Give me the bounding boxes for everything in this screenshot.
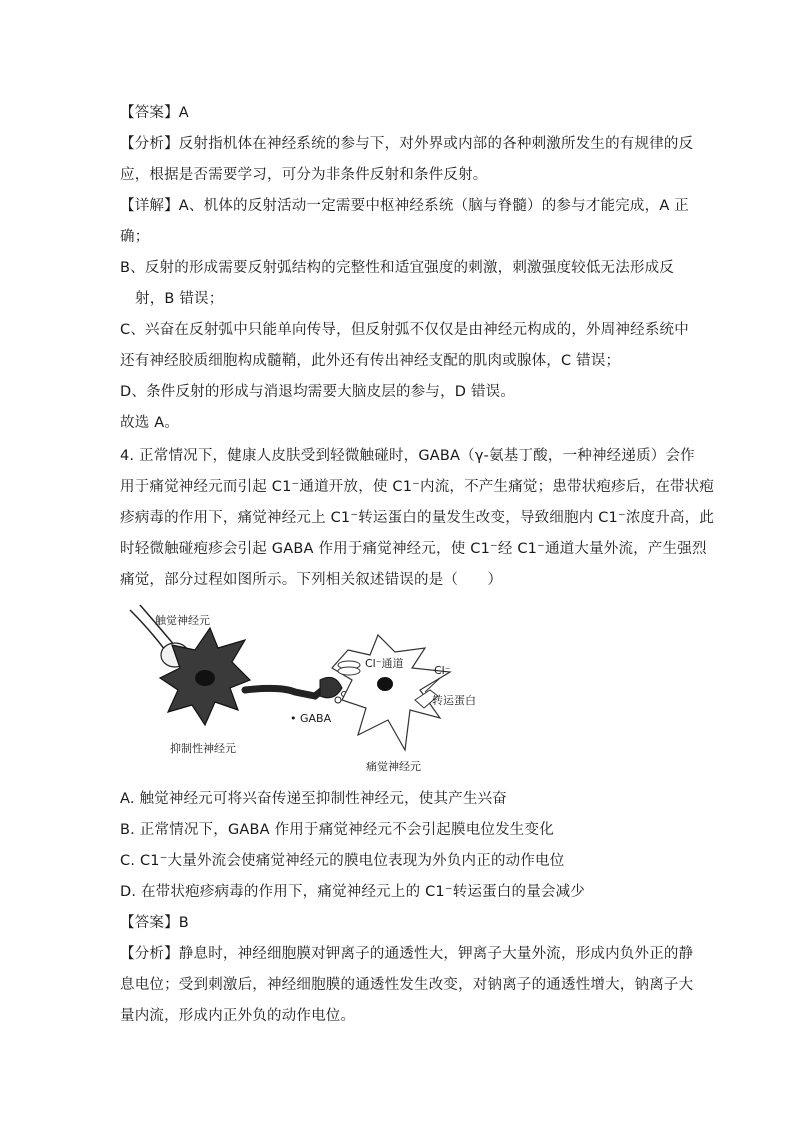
question-line-4: 时轻微触碰疱疹会引起 GABA 作用于痛觉神经元，使 C1⁻经 C1⁻通道大量外流，产生强烈 bbox=[120, 541, 707, 557]
label-touch-neuron: 触觉神经元 bbox=[155, 614, 210, 627]
detail-line-b1: B、反射的形成需要反射弧结构的完整性和适宜强度的刺激，刺激强度较低无法形成反 bbox=[120, 260, 675, 276]
question-line-5: 痛觉，部分过程如图所示。下列相关叙述错误的是（ ） bbox=[120, 572, 503, 588]
answer-line-1: 【答案】A bbox=[120, 105, 189, 121]
choose-line: 故选 A。 bbox=[120, 415, 180, 431]
inhibitory-neuron-nucleus bbox=[195, 670, 215, 686]
analysis-line-2: 应，根据是否需要学习，可分为非条件反射和条件反射。 bbox=[120, 167, 488, 183]
question-line-3: 疹病毒的作用下，痛觉神经元上 C1⁻转运蛋白的量发生改变，导致细胞内 C1⁻浓度升高，此 bbox=[120, 510, 715, 526]
neuron-diagram bbox=[120, 600, 500, 780]
synaptic-terminal bbox=[320, 677, 342, 697]
option-a: A. 触觉神经元可将兴奋传递至抑制性神经元，使其产生兴奋 bbox=[120, 791, 507, 807]
option-c: C. C1⁻大量外流会使痛觉神经元的膜电位表现为外负内正的动作电位 bbox=[120, 853, 565, 869]
question-line-1: 4. 正常情况下，健康人皮肤受到轻微触碰时，GABA（γ-氨基丁酸，一种神经递质）会作 bbox=[120, 448, 695, 464]
detail-line-a1: 【详解】A、机体的反射活动一定需要中枢神经系统（脑与脊髓）的参与才能完成，A 正 bbox=[120, 198, 689, 214]
option-b: B. 正常情况下，GABA 作用于痛觉神经元不会引起膜电位发生变化 bbox=[120, 822, 554, 838]
analysis2-line-1: 【分析】静息时，神经细胞膜对钾离子的通透性大，钾离子大量外流，形成内负外正的静 bbox=[120, 946, 694, 962]
cl-channel-shape bbox=[338, 667, 360, 675]
analysis2-line-2: 息电位；受到刺激后，神经细胞膜的通透性发生改变，对钠离子的通透性增大，钠离子大 bbox=[120, 977, 694, 993]
answer-line-2: 【答案】B bbox=[120, 915, 189, 931]
label-pain-neuron: 痛觉神经元 bbox=[366, 760, 421, 773]
option-d: D. 在带状疱疹病毒的作用下，痛觉神经元上的 C1⁻转运蛋白的量会减少 bbox=[120, 884, 585, 900]
detail-line-c2: 还有神经胶质细胞构成髓鞘，此外还有传出神经支配的肌肉或腺体，C 错误； bbox=[120, 353, 621, 369]
label-gaba: • GABA bbox=[290, 712, 332, 725]
detail-line-d: D、条件反射的形成与消退均需要大脑皮层的参与，D 错误。 bbox=[120, 384, 516, 400]
label-cl: Cl⁻ bbox=[434, 664, 451, 677]
label-transporter: 转运蛋白 bbox=[432, 694, 476, 707]
detail-line-b2: 射，B 错误； bbox=[135, 291, 224, 307]
analysis2-line-3: 量内流，形成内正外负的动作电位。 bbox=[120, 1008, 356, 1024]
pain-neuron-nucleus bbox=[377, 677, 393, 691]
detail-line-c1: C、兴奋在反射弧中只能单向传导，但反射弧不仅仅是由神经元构成的，外周神经系统中 bbox=[120, 322, 689, 338]
label-cl-channel: Cl⁻通道 bbox=[365, 657, 404, 670]
question-line-2: 用于痛觉神经元而引起 C1⁻通道开放，使 C1⁻内流，不产生痛觉；患带状疱疹后，在带状疱 bbox=[120, 479, 715, 495]
gaba-vesicle bbox=[335, 697, 341, 703]
inhibitory-axon bbox=[245, 688, 325, 696]
label-inhibitory-neuron: 抑制性神经元 bbox=[170, 742, 236, 755]
detail-line-a2: 确； bbox=[120, 229, 150, 245]
analysis-line-1: 【分析】反射指机体在神经系统的参与下，对外界或内部的各种刺激所发生的有规律的反 bbox=[120, 136, 694, 152]
